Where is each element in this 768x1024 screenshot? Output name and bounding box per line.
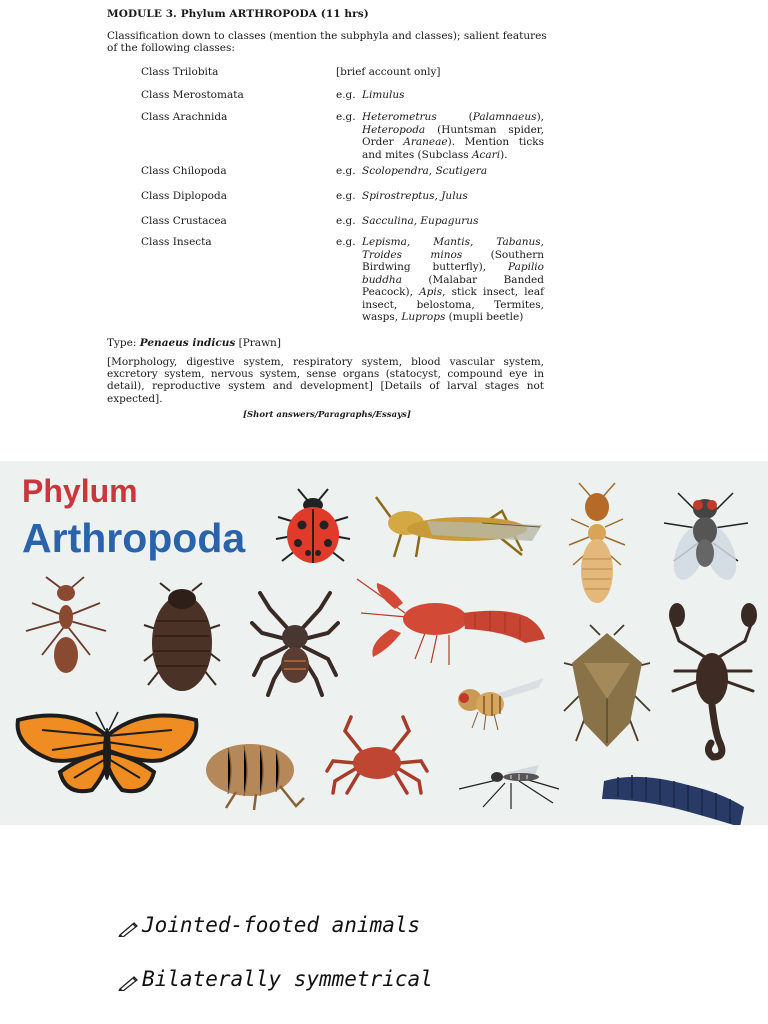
type-species: Penaeus indicus <box>139 337 236 349</box>
poster-title-phylum: Phylum <box>22 473 138 509</box>
class-name: Class Merostomata <box>141 89 244 101</box>
class-name: Class Chilopoda <box>141 165 227 177</box>
fruit-fly-illustration <box>452 674 547 732</box>
housefly-illustration <box>658 483 753 588</box>
bullet-text: Jointed-footed animals <box>142 913 421 937</box>
example-text: [brief account only] <box>336 66 441 78</box>
ant-illustration <box>22 575 112 690</box>
example-prefix: e.g. <box>336 215 356 227</box>
pen-icon <box>118 918 140 934</box>
termite-illustration <box>565 479 630 609</box>
example-text: Limulus <box>362 89 405 101</box>
example-prefix: e.g. <box>336 236 356 248</box>
scorpion-illustration <box>665 601 760 761</box>
type-label: Type: <box>107 337 137 349</box>
example-text: Lepisma, Mantis, Tabanus, Troides minos (Southern Birdwing butterfly), Papilio buddha (Malabar Banded Peacock), Apis, stick insect, leaf insect, belostoma, Termites, wasps, Luprops (mupli beetle) <box>362 236 544 323</box>
example-prefix: e.g. <box>336 111 356 123</box>
arthropoda-poster <box>0 461 768 825</box>
ladybug-illustration <box>268 483 358 573</box>
example-text: Spirostreptus, Julus <box>362 190 468 202</box>
class-name: Class Crustacea <box>141 215 227 227</box>
module-title: MODULE 3. Phylum ARTHROPODA (11 hrs) <box>107 8 369 20</box>
monarch-butterfly-illustration <box>12 706 202 801</box>
type-description: [Morphology, digestive system, respiratory system, blood vascular system, excretory system, nervous system, sense organs (statocyst, compound eye in detail), reproductive system and development] [Details of larval stages not expected]. <box>107 356 544 405</box>
type-common: [Prawn] <box>238 337 281 349</box>
tarantula-illustration <box>250 589 340 699</box>
millipede-illustration <box>598 767 748 825</box>
cockroach-illustration <box>140 581 225 696</box>
poster-title-arthropoda: Arthropoda <box>22 515 246 561</box>
bullet-bilaterally-symmetrical <box>118 967 433 991</box>
stink-bug-illustration <box>560 623 655 753</box>
flea-illustration <box>200 736 305 811</box>
class-name: Class Insecta <box>141 236 212 248</box>
class-name: Class Trilobita <box>141 66 219 78</box>
mosquito-illustration <box>455 759 560 811</box>
grasshopper-illustration <box>372 491 547 566</box>
example-text: Sacculina, Eupagurus <box>362 215 479 227</box>
type-line <box>107 337 281 349</box>
crab-illustration <box>325 711 430 801</box>
example-prefix: e.g. <box>336 165 356 177</box>
intro-text: Classification down to classes (mention the subphyla and classes); salient features of the following classes: <box>107 30 547 54</box>
example-prefix: e.g. <box>336 89 356 101</box>
class-name: Class Diplopoda <box>141 190 227 202</box>
example-prefix: e.g. <box>336 190 356 202</box>
example-text: Scolopendra, Scutigera <box>362 165 488 177</box>
answer-format-note: [Short answers/Paragraphs/Essays] <box>243 410 411 420</box>
class-name: Class Arachnida <box>141 111 228 123</box>
pen-icon <box>118 972 140 988</box>
bullet-text: Bilaterally symmetrical <box>142 967 433 991</box>
bullet-jointed-footed <box>118 913 420 937</box>
example-text: Heterometrus (Palamnaeus), Heteropoda (Huntsman spider, Order Araneae). Mention ticks and mites (Subclass Acari). <box>362 111 544 161</box>
crayfish-illustration <box>355 573 550 678</box>
